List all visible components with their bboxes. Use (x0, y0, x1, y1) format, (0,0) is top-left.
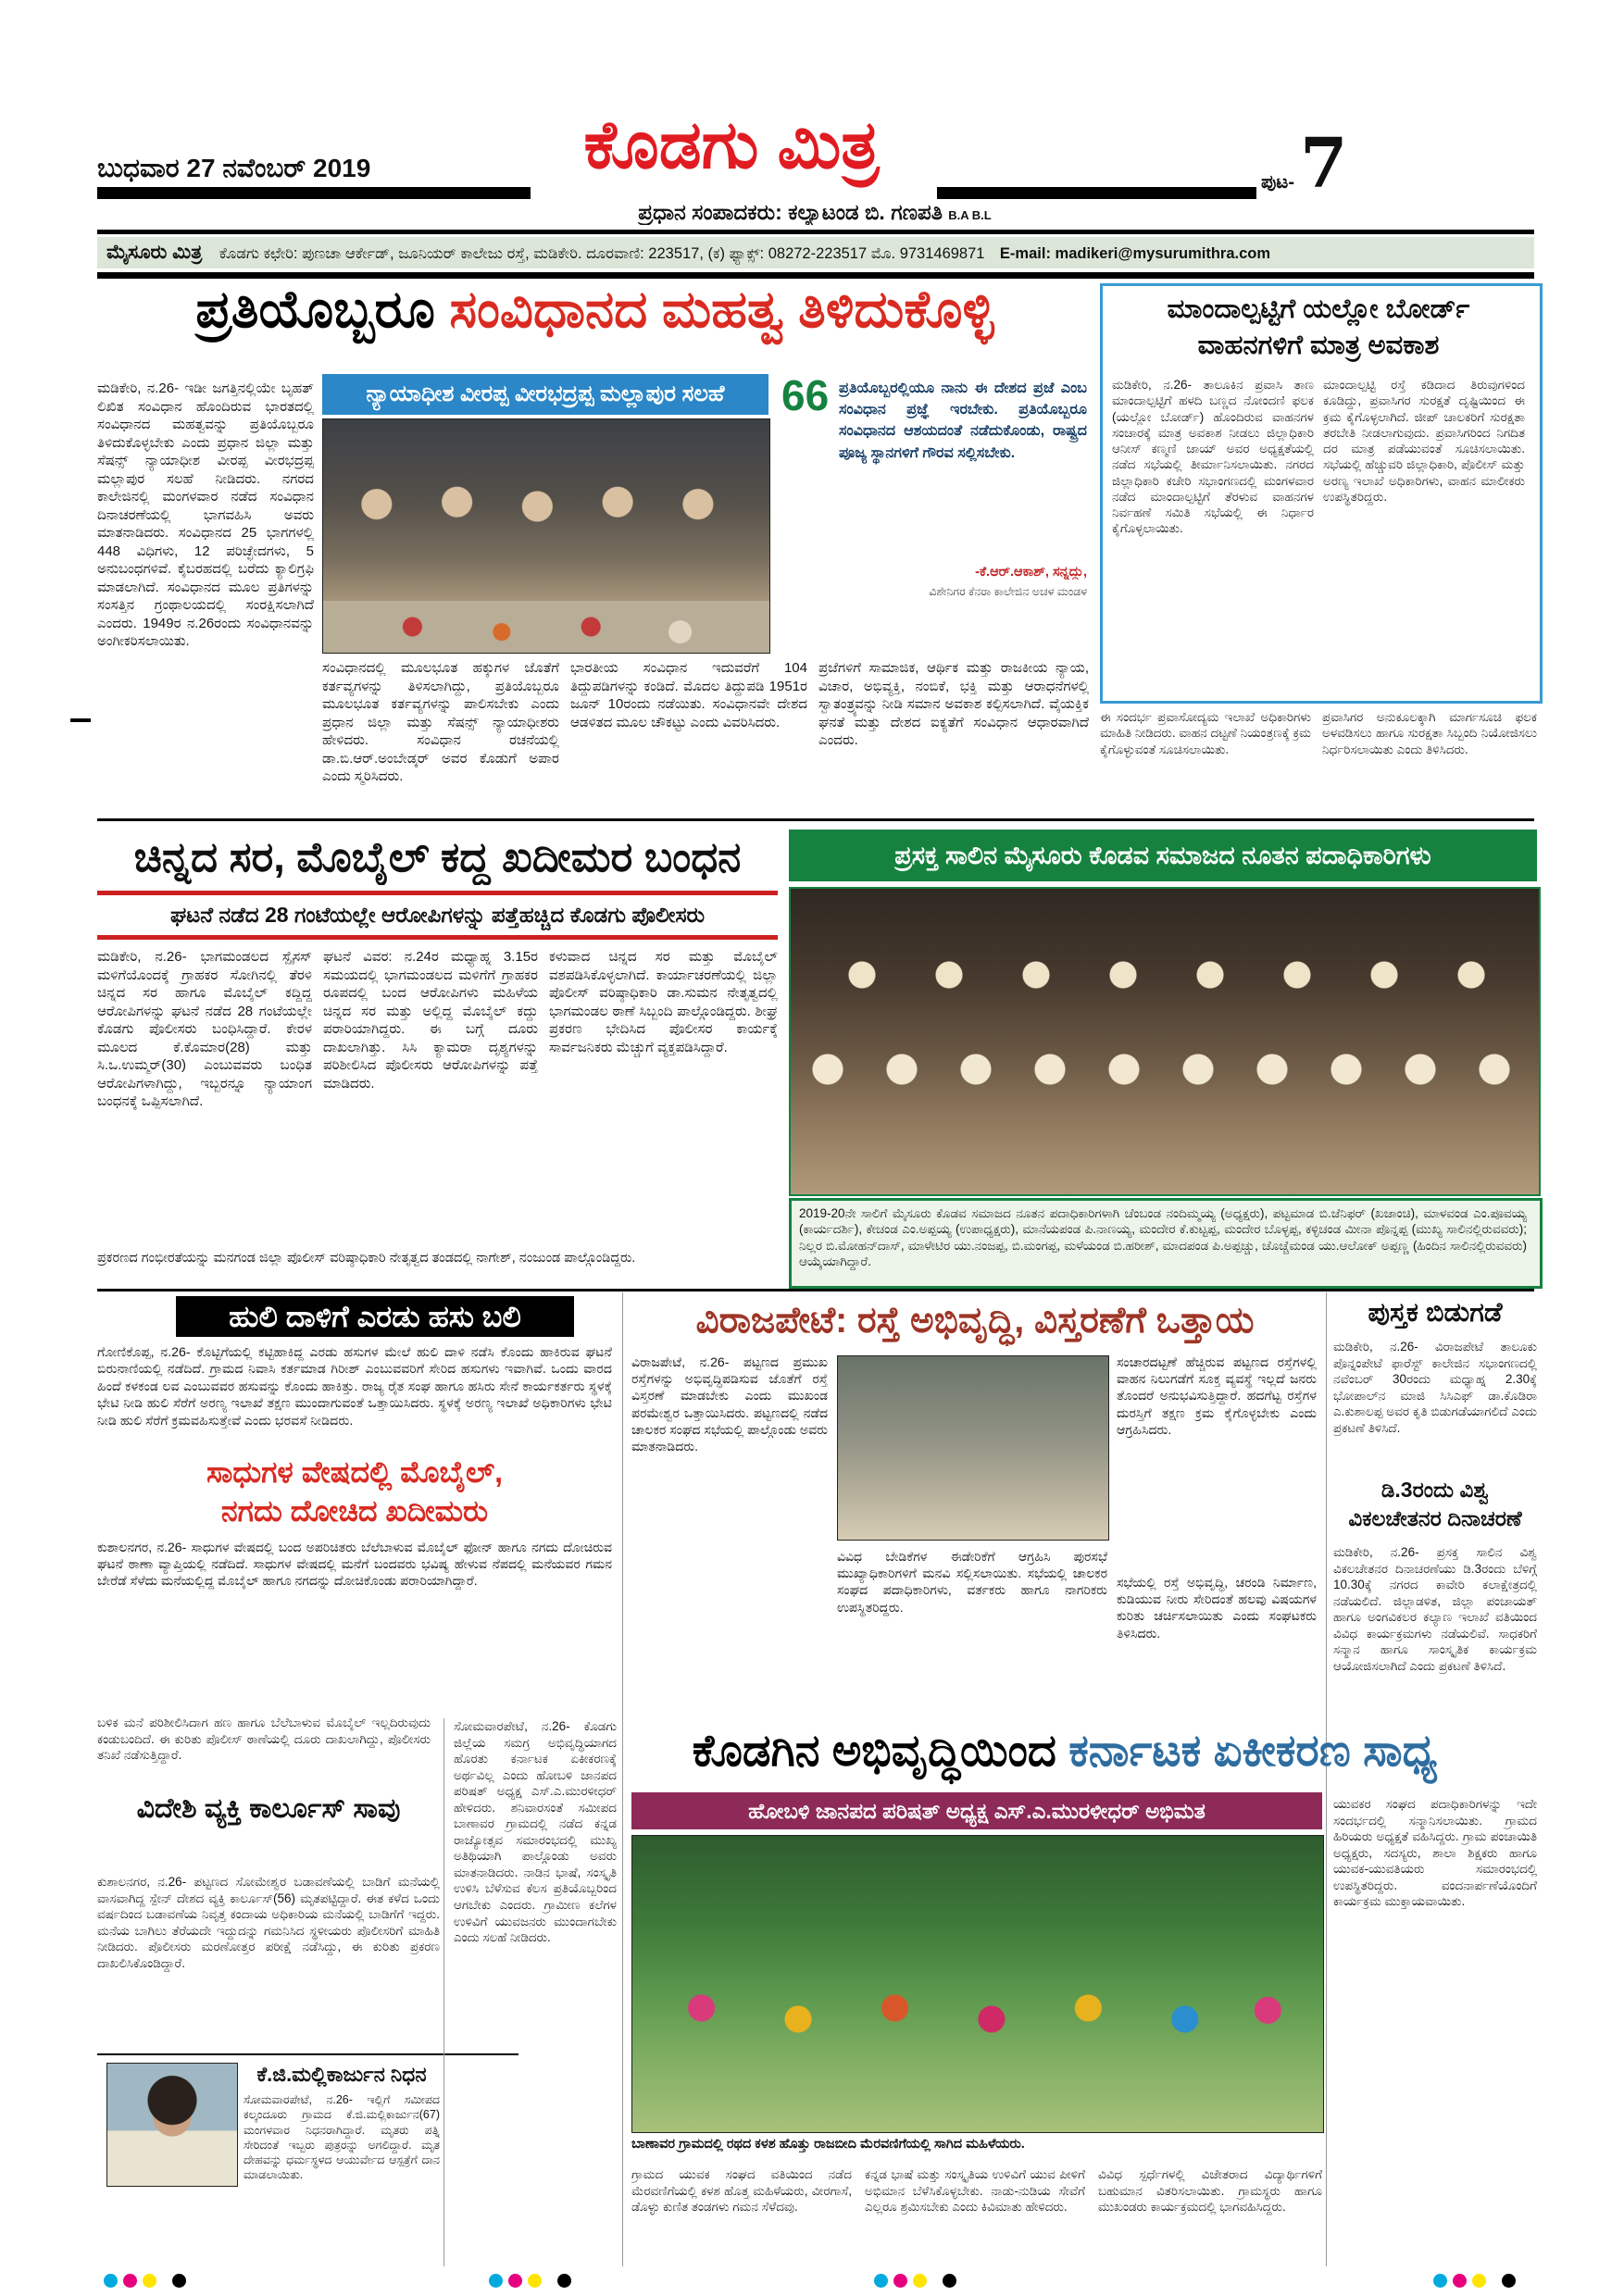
kodava-turban-row-back (818, 954, 1511, 996)
page-number: 7 (1300, 124, 1348, 204)
virajpet-photo (837, 1355, 1109, 1541)
sadhu-headline-line2: ನಗದು ದೋಚಿದ ಖದೀಮರು (220, 1493, 489, 1528)
section-rule-middle (97, 818, 1534, 821)
reg-dot-magenta-2 (508, 2274, 522, 2288)
reg-dot-cyan-3 (874, 2274, 888, 2288)
theft-tail: ಪ್ರಕರಣದ ಗಂಭೀರತೆಯನ್ನು ಮನಗಂಡ ಜಿಲ್ಲಾ ಪೊಲೀಸ್ ವರಿಷ್ಠಾಧಿಕಾರಿ ನೇತೃತ್ವದ ತಂಡದಲ್ಲಿ ನಾಗೇಶ್, ನಂಜುಂಡ ಪಾಲ್ಗೊಂಡಿದ್ದರು. (97, 1251, 636, 1266)
obit-portrait-photo (106, 2063, 238, 2187)
office-address: ಕೊಡಗು ಕಛೇರಿ: ಪುಣಚಾ ಆರ್ಕೇಡ್, ಜೂನಿಯರ್ ಕಾಲೇಜು ರಸ್ತೆ, ಮಡಿಕೇರಿ. ದೂರವಾಣಿ: 223517, (ಕ) ಫ್ಯಾಕ್ಸ್: 08272-223517 ಮೊ. 9731469871 (219, 245, 985, 262)
reg-dot-magenta-3 (893, 2274, 907, 2288)
mandalpatti-headline (1108, 292, 1529, 369)
virajpet-col-2: ವಿವಿಧ ಬೇಡಿಕೆಗಳ ಈಡೇರಿಕೆಗೆ ಆಗ್ರಹಿಸಿ ಪುರಸಭೆ ಮುಖ್ಯಾಧಿಕಾರಿಗಳಿಗೆ ಮನವಿ ಸಲ್ಲಿಸಲಾಯಿತು. ಸಭೆಯಲ್ಲಿ ಚಾಲಕರ ಸಂಘದ ಪದಾಧಿಕಾರಿಗಳು, ವರ್ತಕರು ಹಾಗೂ ನಾಗರಿಕರು ಉಪಸ್ಥಿತರಿದ್ದರು. (837, 1549, 1107, 1615)
theft-red-rule-top (97, 891, 778, 895)
lead-col-3: ಭಾರತೀಯ ಸಂವಿಧಾನ ಇದುವರೆಗೆ 104 ತಿದ್ದುಪಡಿಗಳನ್ನು ಕಂಡಿದೆ. ಮೊದಲ ತಿದ್ದುಪಡಿ 1951ರ ಜೂನ್ 10ರಂದು ನಡೆಯಿತು. ಸಂವಿಧಾನವೇ ದೇಶದ ಆಡಳಿತದ ಮೂಲ ಚೌಕಟ್ಟು ಎಂದು ವಿವರಿಸಿದರು. (570, 660, 807, 730)
edition-date: ಬುಧವಾರ 27 ನವೆಂಬರ್ 2019 (97, 154, 371, 182)
sadhu-headline-line1: ಸಾಧುಗಳ ವೇಷದಲ್ಲಿ ಮೊಬೈಲ್, (206, 1455, 504, 1489)
kodava-banner: ಪ್ರಸಕ್ತ ಸಾಲಿನ ಮೈಸೂರು ಕೊಡವ ಸಮಾಜದ ನೂತನ ಪದಾಧಿಕಾರಿಗಳು (789, 830, 1537, 881)
quote-icon: 66 (781, 374, 830, 419)
lead-quote-block (781, 374, 1089, 654)
reg-dot-yellow-1 (143, 2274, 156, 2288)
reg-dot-yellow-4 (1472, 2274, 1486, 2288)
office-email: E-mail: madikeri@mysurumithra.com (999, 245, 1271, 262)
reg-dot-magenta-1 (123, 2274, 137, 2288)
mandalpatti-tail-1: ಈ ಸಂದರ್ಭ ಪ್ರವಾಸೋದ್ಯಮ ಇಲಾಖೆ ಅಧಿಕಾರಿಗಳು ಮಾಹಿತಿ ನೀಡಿದರು. ವಾಹನ ದಟ್ಟಣೆ ನಿಯಂತ್ರಣಕ್ಕೆ ಕ್ರಮ ಕೈಗೊಳ್ಳುವಂತೆ ಸೂಚಿಸಲಾಯಿತು. (1100, 710, 1311, 756)
virajpet-col-1: ವಿರಾಜಪೇಟೆ, ನ.26- ಪಟ್ಟಣದ ಪ್ರಮುಖ ರಸ್ತೆಗಳನ್ನು ಅಭಿವೃದ್ಧಿಪಡಿಸುವ ಜೊತೆಗೆ ರಸ್ತೆ ವಿಸ್ತರಣೆ ಮಾಡಬೇಕು ಎಂದು ಮುಖಂಡ ಪರಮೇಶ್ವರ ಒತ್ತಾಯಿಸಿದರು. ಪಟ್ಟಣದಲ್ಲಿ ನಡೆದ ಚಾಲಕರ ಸಂಘದ ಸಭೆಯಲ್ಲಿ ಪಾಲ್ಗೊಂಡು ಅವರು ಮಾತನಾಡಿದರು. (631, 1354, 828, 1454)
carlos-body: ಕುಶಾಲನಗರ, ನ.26- ಪಟ್ಟಣದ ಸೋಮೇಶ್ವರ ಬಡಾವಣೆಯಲ್ಲಿ ಬಾಡಿಗೆ ಮನೆಯಲ್ಲಿ ವಾಸವಾಗಿದ್ದ ಸ್ಪೇನ್ ದೇಶದ ವ್ಯಕ್ತಿ ಕಾರ್ಲೂಸ್(56) ಮೃತಪಟ್ಟಿದ್ದಾರೆ. ಈತ ಕಳೆದ ಒಂದು ವರ್ಷದಿಂದ ಬಡಾವಣೆಯ ನಿವೃತ್ತ ಕಂದಾಯ ಅಧಿಕಾರಿಯ ಮನೆಯಲ್ಲಿ ಬಾಡಿಗೆಗೆ ಇದ್ದರು. ಮನೆಯ ಬಾಗಿಲು ತೆರೆಯದೇ ಇದ್ದುದನ್ನು ಗಮನಿಸಿದ ಸ್ಥಳೀಯರು ಪೊಲೀಸರಿಗೆ ಮಾಹಿತಿ ನೀಡಿದರು. ಪೊಲೀಸರು ಮರಣೋತ್ತರ ಪರೀಕ್ಷೆ ನಡೆಸಿದ್ದು, ಈ ಕುರಿತು ಪ್ರಕರಣ ದಾಖಲಿಸಿಕೊಂಡಿದ್ದಾರೆ. (97, 1875, 440, 1970)
disabled-day-headline-line1: ಡಿ.3ರಂದು ವಿಶ್ವ (1380, 1478, 1490, 1502)
tiger-body: ಗೋಣಿಕೊಪ್ಪ, ನ.26- ಕೊಟ್ಟಿಗೆಯಲ್ಲಿ ಕಟ್ಟಿಹಾಕಿದ್ದ ಎರಡು ಹಸುಗಳ ಮೇಲೆ ಹುಲಿ ದಾಳಿ ನಡೆಸಿ ಕೊಂದು ಹಾಕಿರುವ ಘಟನೆ ಬಿರುನಾಣಿಯಲ್ಲಿ ನಡೆದಿದೆ. ಗ್ರಾಮದ ನಿವಾಸಿ ಕರ್ತಮಾಡ ಗಿರೀಶ್ ಎಂಬುವವರಿಗೆ ಸೇರಿದ ಹಸುಗಳು ಇವಾಗಿವೆ. ಒಂದು ವಾರದ ಹಿಂದೆ ಕಳಕಂಡ ಲವ ಎಂಬುವವರ ಹಸುವನ್ನು ಕೊಂದು ಹಾಕಿತ್ತು. ರಾಜ್ಯ ರೈತ ಸಂಘ ಹಾಗೂ ಹಸಿರು ಸೇನೆ ಕಾರ್ಯಕರ್ತರು ಸ್ಥಳಕ್ಕೆ ಭೇಟಿ ನೀಡಿ ಹುಲಿ ಸೆರೆಗೆ ಅರಣ್ಯ ಇಲಾಖೆ ತಕ್ಷಣ ಮುಂದಾಗುವಂತೆ ಒತ್ತಾಯಿಸಿದರು. ಸ್ಥಳಕ್ಕೆ ಅರಣ್ಯ ಇಲಾಖೆ ಅಧಿಕಾರಿಗಳು ಭೇಟಿ ನೀಡಿ ಹುಲಿ ಸೆರೆಗೆ ಕ್ರಮವಹಿಸುತ್ತೇವೆ ಎಂದು ಭರವಸೆ ನೀಡಿದರು. (97, 1345, 612, 1429)
header-rule-1 (97, 230, 1534, 234)
masthead-rule-right (937, 187, 1256, 199)
reg-dot-black-2 (557, 2274, 571, 2288)
book-release-body: ಮಡಿಕೇರಿ, ನ.26- ವಿರಾಜಪೇಟೆ ತಾಲೂಕು ಪೊನ್ನಂಪೇಟೆ ಫಾರೆಸ್ಟ್ ಕಾಲೇಜಿನ ಸಭಾಂಗಣದಲ್ಲಿ ನವೆಂಬರ್ 30ರಂದು ಮಧ್ಯಾಹ್ನ 2.30ಕ್ಕೆ ಭೋಪಾಲ್‌ನ ಮಾಜಿ ಸಿಸಿಎಫ್ ಡಾ.ಕೊಡಿರಾ ಎ.ಕುಶಾಲಪ್ಪ ಅವರ ಕೃತಿ ಬಿಡುಗಡೆಯಾಗಲಿದೆ ಎಂದು ಪ್ರಕಟಣೆ ತಿಳಿಸಿದೆ. (1333, 1340, 1537, 1435)
lead-photo (322, 418, 770, 654)
theft-red-rule-bottom (97, 935, 778, 940)
theft-col-2: ಘಟನೆ ವಿವರ: ನ.24ರ ಮಧ್ಯಾಹ್ನ 3.15ರ ಸಮಯದಲ್ಲಿ ಭಾಗಮಂಡಲದ ಮಳಿಗೆಗೆ ಗ್ರಾಹಕರ ರೂಪದಲ್ಲಿ ಬಂದ ಆರೋಪಿಗಳು ಮಹಿಳೆಯ ಚಿನ್ನದ ಸರ ಮತ್ತು ಅಲ್ಲಿದ್ದ ಮೊಬೈಲ್ ಕದ್ದು ಪರಾರಿಯಾಗಿದ್ದರು. ಈ ಬಗ್ಗೆ ದೂರು ದಾಖಲಾಗಿತ್ತು. ಸಿಸಿ ಕ್ಯಾಮರಾ ದೃಶ್ಯಗಳನ್ನು ಪರಿಶೀಲಿಸಿದ ಪೊಲೀಸರು ಆರೋಪಿಗಳನ್ನು ಪತ್ತೆ ಮಾಡಿದರು. (323, 949, 538, 1092)
unification-photo-women-row (632, 1975, 1323, 2086)
masthead-title: ಕೊಡಗು ಮಿತ್ರ (583, 108, 880, 182)
unification-photo (631, 1835, 1324, 2133)
reg-dot-cyan-1 (104, 2274, 118, 2288)
mandalpatti-col-2: ಮಾಂದಾಲ್ಪಟ್ಟಿ ರಸ್ತೆ ಕಡಿದಾದ ತಿರುವುಗಳಿಂದ ಕೂಡಿದ್ದು, ಪ್ರವಾಸಿಗರ ಸುರಕ್ಷತೆ ದೃಷ್ಟಿಯಿಂದ ಈ ಕ್ರಮ ಕೈಗೊಳ್ಳಲಾಗಿದೆ. ಜೀಪ್ ಚಾಲಕರಿಗೆ ಸುರಕ್ಷತಾ ತರಬೇತಿ ನೀಡಲಾಗುವುದು. ಪ್ರವಾಸಿಗರಿಂದ ನಿಗದಿತ ದರ ಮಾತ್ರ ಪಡೆಯುವಂತೆ ಸೂಚಿಸಲಾಯಿತು. ಸಭೆಯಲ್ಲಿ ಹೆಚ್ಚುವರಿ ಜಿಲ್ಲಾಧಿಕಾರಿ, ಪೊಲೀಸ್ ಮತ್ತು ಅರಣ್ಯ ಇಲಾಖೆ ಅಧಿಕಾರಿಗಳು, ವಾಹನ ಮಾಲೀಕರು ಉಪಸ್ಥಿತರಿದ್ದರು. (1323, 378, 1525, 504)
carlos-headline: ವಿದೇಶಿ ವ್ಯಕ್ತಿ ಕಾರ್ಲೂಸ್ ಸಾವು (136, 1793, 401, 1824)
sadhu-body-continued: ಬಳಿಕ ಮನೆ ಪರಿಶೀಲಿಸಿದಾಗ ಹಣ ಹಾಗೂ ಬೆಲೆಬಾಳುವ ಮೊಬೈಲ್ ಇಲ್ಲದಿರುವುದು ಕಂಡುಬಂದಿದೆ. ಈ ಕುರಿತು ಪೊಲೀಸ್ ಠಾಣೆಯಲ್ಲಿ ದೂರು ದಾಖಲಾಗಿದ್ದು, ಪೊಲೀಸರು ತನಿಖೆ ನಡೆಸುತ್ತಿದ್ದಾರೆ. (97, 1716, 431, 1763)
unification-right-col: ಯುವಕರ ಸಂಘದ ಪದಾಧಿಕಾರಿಗಳನ್ನು ಇದೇ ಸಂದರ್ಭದಲ್ಲಿ ಸನ್ಮಾನಿಸಲಾಯಿತು. ಗ್ರಾಮದ ಹಿರಿಯರು ಅಧ್ಯಕ್ಷತೆ ವಹಿಸಿದ್ದರು. ಗ್ರಾಮ ಪಂಚಾಯಿತಿ ಅಧ್ಯಕ್ಷರು, ಸದಸ್ಯರು, ಶಾಲಾ ಶಿಕ್ಷಕರು ಹಾಗೂ ಯುವಕ-ಯುವತಿಯರು ಸಮಾರಂಭದಲ್ಲಿ ಉಪಸ್ಥಿತರಿದ್ದರು. ವಂದನಾರ್ಪಣೆಯೊಂದಿಗೆ ಕಾರ್ಯಕ್ರಮ ಮುಕ್ತಾಯವಾಯಿತು. (1333, 1797, 1537, 1909)
editor-text: ಪ್ರಧಾನ ಸಂಪಾದಕರು: ಕಲ್ಯಾಟಂಡ ಬಿ. ಗಣಪತಿ (638, 200, 943, 224)
unification-headline-blue: ಕರ್ನಾಟಕ ಏಕೀಕರಣ ಸಾಧ್ಯ (1056, 1727, 1438, 1776)
reg-dot-black-4 (1502, 2274, 1516, 2288)
page-label: ಪುಟ- (1261, 172, 1295, 193)
kodava-caption: 2019-20ನೇ ಸಾಲಿಗೆ ಮೈಸೂರು ಕೊಡವ ಸಮಾಜದ ನೂತನ ಪದಾಧಿಕಾರಿಗಳಾಗಿ ಚೆಂಬಂಡ ನಂದಿಮ್ಮಯ್ಯ (ಅಧ್ಯಕ್ಷರು), ಪಟ್ಟಮಾಡ ಬಿ.ಜೆನಿಫರ್ (ಖಜಾಂಚಿ), ಮಾಳವಂಡ ಎಂ.ಪೂವಯ್ಯ (ಕಾರ್ಯದರ್ಶಿ), ಕೇಚಂಡ ಎಂ.ಅಪ್ಪಯ್ಯ (ಉಪಾಧ್ಯಕ್ಷರು), ಮಾನೆಯಪಂಡ ಪಿ.ನಾಣಯ್ಯ, ಮಂದೇರ ಕೆ.ಕುಟ್ಟಪ್ಪ, ಮಂದೇರ ಬೊಳ್ಳಪ್ಪ, ಕಳ್ಳಿಚಂಡ ಮೀನಾ ಪೊನ್ನಪ್ಪ (ಮುಖ್ಯ ಸಾಲಿನಲ್ಲಿರುವವರು); ನಿಲ್ಲರ ಬಿ.ಮೋಹನ್‌ದಾಸ್, ಮಾಳೇಟಿರ ಯು.ನಂಜಪ್ಪ, ಬಿ.ಮಂಗಪ್ಪ, ಮಳೆಯಂಡ ಬಿ.ಹರೀಶ್, ಮಾದಪಂಡ ಪಿ.ಅಪ್ಪಚ್ಚು, ಚೊಚ್ಚೆಮಂಡ ಯು.ಆಲೋಕ್ ಅಪ್ಪಣ್ಣ (ಹಿಂದಿನ ಸಾಲಿನಲ್ಲಿರುವವರು) ಆಯ್ಕೆಯಾಗಿದ್ದಾರೆ. (799, 1206, 1527, 1268)
masthead-rule-left (97, 187, 531, 199)
mandalpatti-tail-2: ಪ್ರವಾಸಿಗರ ಅನುಕೂಲಕ್ಕಾಗಿ ಮಾರ್ಗಸೂಚಿ ಫಲಕ ಅಳವಡಿಸಲು ಹಾಗೂ ಸುರಕ್ಷತಾ ಸಿಬ್ಬಂದಿ ನಿಯೋಜಿಸಲು ನಿರ್ಧರಿಸಲಾಯಿತು ಎಂದು ತಿಳಿಸಿದರು. (1322, 710, 1537, 756)
disabled-day-body: ಮಡಿಕೇರಿ, ನ.26- ಪ್ರಸಕ್ತ ಸಾಲಿನ ವಿಶ್ವ ವಿಕಲಚೇತನರ ದಿನಾಚರಣೆಯು ಡಿ.3ರಂದು ಬೆಳಿಗ್ಗೆ 10.30ಕ್ಕೆ ನಗರದ ಕಾವೇರಿ ಕಲಾಕ್ಷೇತ್ರದಲ್ಲಿ ನಡೆಯಲಿದೆ. ಜಿಲ್ಲಾಡಳಿತ, ಜಿಲ್ಲಾ ಪಂಚಾಯತ್ ಹಾಗೂ ಅಂಗವಿಕಲರ ಕಲ್ಯಾಣ ಇಲಾಖೆ ವತಿಯಿಂದ ವಿವಿಧ ಕಾರ್ಯಕ್ರಮಗಳು ನಡೆಯಲಿವೆ. ಸಾಧಕರಿಗೆ ಸನ್ಮಾನ ಹಾಗೂ ಸಾಂಸ್ಕೃತಿಕ ಕಾರ್ಯಕ್ರಮ ಆಯೋಜಿಸಲಾಗಿದೆ ಎಂದು ಪ್ರಕಟಣೆ ತಿಳಿಸಿದೆ. (1333, 1545, 1537, 1673)
lead-col-1: ಮಡಿಕೇರಿ, ನ.26- ಇಡೀ ಜಗತ್ತಿನಲ್ಲಿಯೇ ಬೃಹತ್ ಲಿಖಿತ ಸಂವಿಧಾನ ಹೊಂದಿರುವ ಭಾರತದಲ್ಲಿ ಸಂವಿಧಾನದ ಮಹತ್ವವನ್ನು ಪ್ರತಿಯೊಬ್ಬರೂ ತಿಳಿದುಕೊಳ್ಳಬೇಕು ಎಂದು ಪ್ರಧಾನ ಜಿಲ್ಲಾ ಮತ್ತು ಸೆಷನ್ಸ್ ನ್ಯಾಯಾಧೀಶ ವೀರಪ್ಪ ವೀರಭದ್ರಪ್ಪ ಮಲ್ಲಾಪುರ ಸಲಹೆ ನೀಡಿದರು. ನಗರದ ಕಾಲೇಜಿನಲ್ಲಿ ಮಂಗಳವಾರ ನಡೆದ ಸಂವಿಧಾನ ದಿನಾಚರಣೆಯಲ್ಲಿ ಭಾಗವಹಿಸಿ ಅವರು ಮಾತನಾಡಿದರು. ಸಂವಿಧಾನದ 25 ಭಾಗಗಳಲ್ಲಿ 448 ವಿಧಿಗಳು, 12 ಪರಿಚ್ಛೇದಗಳು, 5 ಅನುಬಂಧಗಳಿವೆ. ಕೈಬರಹದಲ್ಲಿ ಬರೆದು ಕ್ಯಾಲಿಗ್ರಫಿ ಮಾಡಲಾಗಿದೆ. ಸಂವಿಧಾನದ ಮೂಲ ಪ್ರತಿಗಳನ್ನು ಸಂಸತ್ತಿನ ಗ್ರಂಥಾಲಯದಲ್ಲಿ ಸಂರಕ್ಷಿಸಲಾಗಿದೆ ಎಂದರು. 1949ರ ನ.26ರಂದು ಸಂವಿಧಾನವನ್ನು ಅಂಗೀಕರಿಸಲಾಯಿತು. (97, 381, 314, 649)
reg-dot-cyan-2 (489, 2274, 503, 2288)
divider-unification-left (443, 1718, 444, 2266)
quote-author-secondary: ವಿಶೇನಿಗರ ಕೆನರಾ ಕಾಲೇಜಿನ ಅಚಳ ಮಂಡಳ (929, 585, 1087, 598)
disabled-day-headline (1333, 1476, 1537, 1537)
theft-subhead: ಘಟನೆ ನಡೆದ 28 ಗಂಟೆಯಲ್ಲೇ ಆರೋಪಿಗಳನ್ನು ಪತ್ತೆಹಚ್ಚಿದ ಕೊಡಗು ಪೊಲೀಸರು (169, 903, 706, 927)
sadhu-body: ಕುಶಾಲನಗರ, ನ.26- ಸಾಧುಗಳ ವೇಷದಲ್ಲಿ ಬಂದ ಅಪರಿಚಿತರು ಬೆಲೆಬಾಳುವ ಮೊಬೈಲ್ ಫೋನ್ ಹಾಗೂ ನಗದು ದೋಚಿರುವ ಘಟನೆ ಠಾಣಾ ವ್ಯಾಪ್ತಿಯಲ್ಲಿ ನಡೆದಿದೆ. ಸಾಧುಗಳ ವೇಷದಲ್ಲಿ ಮನೆಗೆ ಬಂದವರು ಭವಿಷ್ಯ ಹೇಳುವ ನೆಪದಲ್ಲಿ ಮನೆಯವರ ಗಮನ ಬೇರೆಡೆ ಸೆಳೆದು ಮನೆಯಲ್ಲಿದ್ದ ಮೊಬೈಲ್ ಹಾಗೂ ನಗದನ್ನು ದೋಚಿಕೊಂಡು ಪರಾರಿಯಾಗಿದ್ದಾರೆ. (97, 1540, 612, 1589)
mandalpatti-col-1: ಮಡಿಕೇರಿ, ನ.26- ತಾಲೂಕಿನ ಪ್ರವಾಸಿ ತಾಣ ಮಾಂದಾಲ್ಪಟ್ಟಿಗೆ ಹಳದಿ ಬಣ್ಣದ ನೋಂದಣಿ ಫಲಕ (ಯಲ್ಲೋ ಬೋರ್ಡ್) ಹೊಂದಿರುವ ವಾಹನಗಳ ಸಂಚಾರಕ್ಕೆ ಮಾತ್ರ ಅವಕಾಶ ನೀಡಲು ಜಿಲ್ಲಾಧಿಕಾರಿ ಆನೀಸ್ ಕಣ್ಮಣಿ ಜಾಯ್ ಅವರ ಅಧ್ಯಕ್ಷತೆಯಲ್ಲಿ ನಡೆದ ಸಭೆಯಲ್ಲಿ ತೀರ್ಮಾನಿಸಲಾಯಿತು. ನಗರದ ಜಿಲ್ಲಾಧಿಕಾರಿ ಕಚೇರಿ ಸಭಾಂಗಣದಲ್ಲಿ ಮಂಗಳವಾರ ನಡೆದ ಮಾಂದಾಲ್ಪಟ್ಟಿಗೆ ತೆರಳುವ ವಾಹನಗಳ ನಿರ್ವಹಣೆ ಸಮಿತಿ ಸಭೆಯಲ್ಲಿ ಈ ನಿರ್ಧಾರ ಕೈಗೊಳ್ಳಲಾಯಿತು. (1112, 378, 1314, 536)
editor-line (407, 200, 1222, 225)
unification-headline-black: ಕೊಡಗಿನ ಅಭಿವೃದ್ಧಿಯಿಂದ (692, 1727, 1056, 1776)
tiger-headline: ಹುಲಿ ದಾಳಿಗೆ ಎರಡು ಹಸು ಬಲಿ (176, 1296, 574, 1337)
header-rule-2 (97, 272, 1534, 279)
office-brand: ಮೈಸೂರು ಮಿತ್ರ (106, 242, 203, 263)
unification-col-3: ವಿವಿಧ ಸ್ಪರ್ಧೆಗಳಲ್ಲಿ ವಿಜೇತರಾದ ವಿದ್ಯಾರ್ಥಿಗಳಿಗೆ ಬಹುಮಾನ ವಿತರಿಸಲಾಯಿತು. ಗ್ರಾಮಸ್ಥರು ಹಾಗೂ ಮುಖಂಡರು ಕಾರ್ಯಕ್ರಮದಲ್ಲಿ ಭಾಗವಹಿಸಿದ್ದರು. (1098, 2167, 1322, 2215)
quote-text: ಪ್ರತಿಯೊಬ್ಬರಲ್ಲಿಯೂ ನಾನು ಈ ದೇಶದ ಪ್ರಜೆ ಎಂಬ ಸಂವಿಧಾನ ಪ್ರಜ್ಞೆ ಇರಬೇಕು. ಪ್ರತಿಯೊಬ್ಬರೂ ಸಂವಿಧಾನದ ಆಶಯದಂತೆ ನಡೆದುಕೊಂಡು, ರಾಷ್ಟ್ರದ ಪೂಜ್ಯ ಸ್ಥಾನಗಳಿಗೆ ಗೌರವ ಸಲ್ಲಿಸಬೇಕು. (839, 381, 1087, 461)
virajpet-col-4: ಸಭೆಯಲ್ಲಿ ರಸ್ತೆ ಅಭಿವೃದ್ಧಿ, ಚರಂಡಿ ನಿರ್ಮಾಣ, ಕುಡಿಯುವ ನೀರು ಸೇರಿದಂತೆ ಹಲವು ವಿಷಯಗಳ ಕುರಿತು ಚರ್ಚಿಸಲಾಯಿತು ಎಂದು ಸಂಘಟಕರು ತಿಳಿಸಿದರು. (1117, 1575, 1317, 1641)
virajpet-headline: ವಿರಾಜಪೇಟೆ: ರಸ್ತೆ ಅಭಿವೃದ್ಧಿ, ವಿಸ್ತರಣೆಗೆ ಒತ್ತಾಯ (695, 1301, 1255, 1341)
lead-headline-red: ಸಂವಿಧಾನದ ಮಹತ್ವ ತಿಳಿದುಕೊಳ್ಳಿ (434, 283, 994, 338)
unification-col-1: ಗ್ರಾಮದ ಯುವಕ ಸಂಘದ ವತಿಯಿಂದ ನಡೆದ ಮೆರವಣಿಗೆಯಲ್ಲಿ ಕಳಶ ಹೊತ್ತ ಮಹಿಳೆಯರು, ವೀರಗಾಸೆ, ಡೊಳ್ಳು ಕುಣಿತ ತಂಡಗಳು ಗಮನ ಸೆಳೆದವು. (631, 2167, 852, 2215)
theft-col-3: ಕಳುವಾದ ಚಿನ್ನದ ಸರ ಮತ್ತು ಮೊಬೈಲ್ ವಶಪಡಿಸಿಕೊಳ್ಳಲಾಗಿದೆ. ಕಾರ್ಯಾಚರಣೆಯಲ್ಲಿ ಜಿಲ್ಲಾ ಪೊಲೀಸ್ ವರಿಷ್ಠಾಧಿಕಾರಿ ಡಾ.ಸುಮನ ನೇತೃತ್ವದಲ್ಲಿ ಭಾಗಮಂಡಲ ಠಾಣೆ ಸಿಬ್ಬಂದಿ ಪಾಲ್ಗೊಂಡಿದ್ದರು. ಶೀಘ್ರ ಪ್ರಕರಣ ಭೇದಿಸಿದ ಪೊಲೀಸರ ಕಾರ್ಯಕ್ಕೆ ಸಾರ್ವಜನಿಕರು ಮೆಚ್ಚುಗೆ ವ್ಯಕ್ತಪಡಿಸಿದ್ದಾರೆ. (549, 949, 778, 1055)
lead-headline-black: ಪ್ರತಿಯೊಬ್ಬರೂ (195, 283, 435, 338)
kodava-caption-box (789, 1198, 1543, 1289)
theft-headline: ಚಿನ್ನದ ಸರ, ಮೊಬೈಲ್ ಕದ್ದ ಖದೀಮರ ಬಂಧನ (133, 833, 742, 880)
disabled-day-headline-line2: ವಿಕಲಚೇತನರ ದಿನಾಚರಣೆ (1348, 1506, 1522, 1531)
reg-dot-magenta-4 (1453, 2274, 1467, 2288)
unification-left-col: ಸೋಮವಾರಪೇಟೆ, ನ.26- ಕೊಡಗು ಜಿಲ್ಲೆಯ ಸಮಗ್ರ ಅಭಿವೃದ್ಧಿಯಾಗದ ಹೊರತು ಕರ್ನಾಟಕ ಏಕೀಕರಣಕ್ಕೆ ಅರ್ಥವಿಲ್ಲ ಎಂದು ಹೋಬಳಿ ಜಾನಪದ ಪರಿಷತ್ ಅಧ್ಯಕ್ಷ ಎಸ್.ಎ.ಮುರಳೀಧರ್ ಹೇಳಿದರು. ಶನಿವಾರಸಂತೆ ಸಮೀಪದ ಬಾಣಾವರ ಗ್ರಾಮದಲ್ಲಿ ನಡೆದ ಕನ್ನಡ ರಾಜ್ಯೋತ್ಸವ ಸಮಾರಂಭದಲ್ಲಿ ಮುಖ್ಯ ಅತಿಥಿಯಾಗಿ ಪಾಲ್ಗೊಂಡು ಅವರು ಮಾತನಾಡಿದರು. ನಾಡಿನ ಭಾಷೆ, ಸಂಸ್ಕೃತಿ ಉಳಿಸಿ ಬೆಳೆಸುವ ಕೆಲಸ ಪ್ರತಿಯೊಬ್ಬರಿಂದ ಆಗಬೇಕು ಎಂದರು. ಗ್ರಾಮೀಣ ಕಲೆಗಳ ಉಳಿವಿಗೆ ಯುವಜನರು ಮುಂದಾಗಬೇಕು ಎಂದು ಸಲಹೆ ನೀಡಿದರು. (454, 1719, 617, 1945)
left-edge-tick (70, 718, 91, 722)
lead-photo-flowers (323, 601, 769, 653)
unification-headline (593, 1716, 1537, 1787)
kodava-group-photo (789, 887, 1541, 1196)
lead-headline (97, 283, 1093, 370)
reg-dot-yellow-3 (913, 2274, 927, 2288)
mandalpatti-headline-line1: ಮಾಂದಾಲ್ಪಟ್ಟಿಗೆ ಯಲ್ಲೋ ಬೋರ್ಡ್ (1167, 294, 1470, 324)
lead-photo-people (323, 484, 769, 595)
office-strip (97, 237, 1534, 268)
kodava-turban-row-front (791, 1046, 1539, 1092)
quote-author: -ಕೆ.ಆರ್.ಆಕಾಶ್, ಸನ್ನದ್ದು, (975, 565, 1087, 580)
unification-caption: ಬಾಣಾವರ ಗ್ರಾಮದಲ್ಲಿ ರಥದ ಕಳಶ ಹೊತ್ತು ರಾಜಬೀದಿ ಮೆರವಣಿಗೆಯಲ್ಲಿ ಸಾಗಿದ ಮಹಿಳೆಯರು. (631, 2137, 1025, 2152)
lead-subhead-banner: ನ್ಯಾಯಾಧೀಶ ವೀರಪ್ಪ ವೀರಭದ್ರಪ್ಪ ಮಲ್ಲಾಪುರ ಸಲಹೆ (322, 374, 768, 415)
lead-col-2: ಸಂವಿಧಾನದಲ್ಲಿ ಮೂಲಭೂತ ಹಕ್ಕುಗಳ ಜೊತೆಗೆ ಕರ್ತವ್ಯಗಳನ್ನು ತಿಳಿಸಲಾಗಿದ್ದು, ಪ್ರತಿಯೊಬ್ಬರೂ ಮೂಲಭೂತ ಕರ್ತವ್ಯಗಳನ್ನು ಪಾಲಿಸಬೇಕು ಎಂದು ಪ್ರಧಾನ ಜಿಲ್ಲಾ ಮತ್ತು ಸೆಷನ್ಸ್ ನ್ಯಾಯಾಧೀಶರು ಹೇಳಿದರು. ಸಂವಿಧಾನ ರಚನೆಯಲ್ಲಿ ಡಾ.ಬಿ.ಆರ್.ಅಂಬೇಡ್ಕರ್ ಅವರ ಕೊಡುಗೆ ಅಪಾರ ಎಂದು ಸ್ಮರಿಸಿದರು. (322, 660, 559, 784)
reg-dot-cyan-4 (1433, 2274, 1447, 2288)
book-release-headline: ಪುಸ್ತಕ ಬಿಡುಗಡೆ (1368, 1298, 1503, 1328)
theft-col-1: ಮಡಿಕೇರಿ, ನ.26- ಭಾಗಮಂಡಲದ ಸ್ಪೈಸಸ್ ಮಳಿಗೆಯೊಂದಕ್ಕೆ ಗ್ರಾಹಕರ ಸೋಗಿನಲ್ಲಿ ತೆರಳಿ ಚಿನ್ನದ ಸರ ಹಾಗೂ ಮೊಬೈಲ್ ಕದ್ದಿದ್ದ ಆರೋಪಿಗಳನ್ನು ಘಟನೆ ನಡೆದ 28 ಗಂಟೆಯಲ್ಲೇ ಕೊಡಗು ಪೊಲೀಸರು ಬಂಧಿಸಿದ್ದಾರೆ. ಕೇರಳ ಮೂಲದ ಕೆ.ಕೊಮಾರ(28) ಮತ್ತು ಸಿ.ಒ.ಉಮ್ಮರ್(30) ಎಂಬುವವರು ಬಂಧಿತ ಆರೋಪಿಗಳಾಗಿದ್ದು, ಇಬ್ಬರನ್ನೂ ನ್ಯಾಯಾಂಗ ಬಂಧನಕ್ಕೆ ಒಪ್ಪಿಸಲಾಗಿದೆ. (97, 949, 312, 1109)
mandalpatti-box (1100, 283, 1543, 704)
editor-degrees: B.A B.L (948, 208, 992, 222)
mandalpatti-headline-line2: ವಾಹನಗಳಿಗೆ ಮಾತ್ರ ಅವಕಾಶ (1197, 331, 1440, 361)
reg-dot-yellow-2 (528, 2274, 542, 2288)
section-rule-lower (97, 1289, 1534, 1292)
obit-body: ಸೋಮವಾರಪೇಟೆ, ನ.26- ಇಲ್ಲಿಗೆ ಸಮೀಪದ ಕಲ್ಕಂದೂರು ಗ್ರಾಮದ ಕೆ.ಜಿ.ಮಲ್ಲಿಕಾರ್ಜುನ(67) ಮಂಗಳವಾರ ನಿಧನರಾಗಿದ್ದಾರೆ. ಮೃತರು ಪತ್ನಿ ಸೇರಿದಂತೆ ಇಬ್ಬರು ಪುತ್ರರನ್ನು ಅಗಲಿದ್ದಾರೆ. ಮೃತ ದೇಹವನ್ನು ಧರ್ಮಸ್ಥಳದ ಆಯುರ್ವೇದ ಆಸ್ಪತ್ರೆಗೆ ದಾನ ಮಾಡಲಾಯಿತು. (244, 2093, 440, 2182)
lead-col-4: ಪ್ರಜೆಗಳಿಗೆ ಸಾಮಾಜಿಕ, ಆರ್ಥಿಕ ಮತ್ತು ರಾಜಕೀಯ ನ್ಯಾಯ, ವಿಚಾರ, ಅಭಿವ್ಯಕ್ತಿ, ನಂಬಿಕೆ, ಭಕ್ತಿ ಮತ್ತು ಆರಾಧನೆಗಳಲ್ಲಿ ಸ್ವಾತಂತ್ರ್ಯವನ್ನು ನೀಡಿ ಸಮಾನ ಅವಕಾಶ ಕಲ್ಪಿಸಲಾಗಿದೆ. ವೈಯಕ್ತಿಕ ಘನತೆ ಮತ್ತು ದೇಶದ ಐಕ್ಯತೆಗೆ ಸಂವಿಧಾನ ಆಧಾರವಾಗಿದೆ ಎಂದರು. (818, 660, 1089, 748)
unification-band: ಹೋಬಳಿ ಜಾನಪದ ಪರಿಷತ್ ಅಧ್ಯಕ್ಷ ಎಸ್.ಎ.ಮುರಳೀಧರ್ ಅಭಿಮತ (631, 1792, 1322, 1829)
sadhu-headline (97, 1454, 612, 1531)
unification-col-2: ಕನ್ನಡ ಭಾಷೆ ಮತ್ತು ಸಂಸ್ಕೃತಿಯ ಉಳಿವಿಗೆ ಯುವ ಪೀಳಿಗೆ ಅಭಿಮಾನ ಬೆಳೆಸಿಕೊಳ್ಳಬೇಕು. ನಾಡು-ನುಡಿಯ ಸೇವೆಗೆ ಎಲ್ಲರೂ ಶ್ರಮಿಸಬೇಕು ಎಂದು ಕಿವಿಮಾತು ಹೇಳಿದರು. (865, 2167, 1085, 2215)
obit-headline: ಕೆ.ಜಿ.ಮಲ್ಲಿಕಾರ್ಜುನ ನಿಧನ (256, 2063, 427, 2086)
virajpet-col-3: ಸಂಚಾರದಟ್ಟಣೆ ಹೆಚ್ಚಿರುವ ಪಟ್ಟಣದ ರಸ್ತೆಗಳಲ್ಲಿ ವಾಹನ ನಿಲುಗಡೆಗೆ ಸೂಕ್ತ ವ್ಯವಸ್ಥೆ ಇಲ್ಲದೆ ಜನರು ತೊಂದರೆ ಅನುಭವಿಸುತ್ತಿದ್ದಾರೆ. ಹದಗೆಟ್ಟ ರಸ್ತೆಗಳ ದುರಸ್ತಿಗೆ ತಕ್ಷಣ ಕ್ರಮ ಕೈಗೊಳ್ಳಬೇಕು ಎಂದು ಆಗ್ರಹಿಸಿದರು. (1117, 1354, 1317, 1437)
reg-dot-black-1 (172, 2274, 186, 2288)
reg-dot-black-3 (943, 2274, 956, 2288)
